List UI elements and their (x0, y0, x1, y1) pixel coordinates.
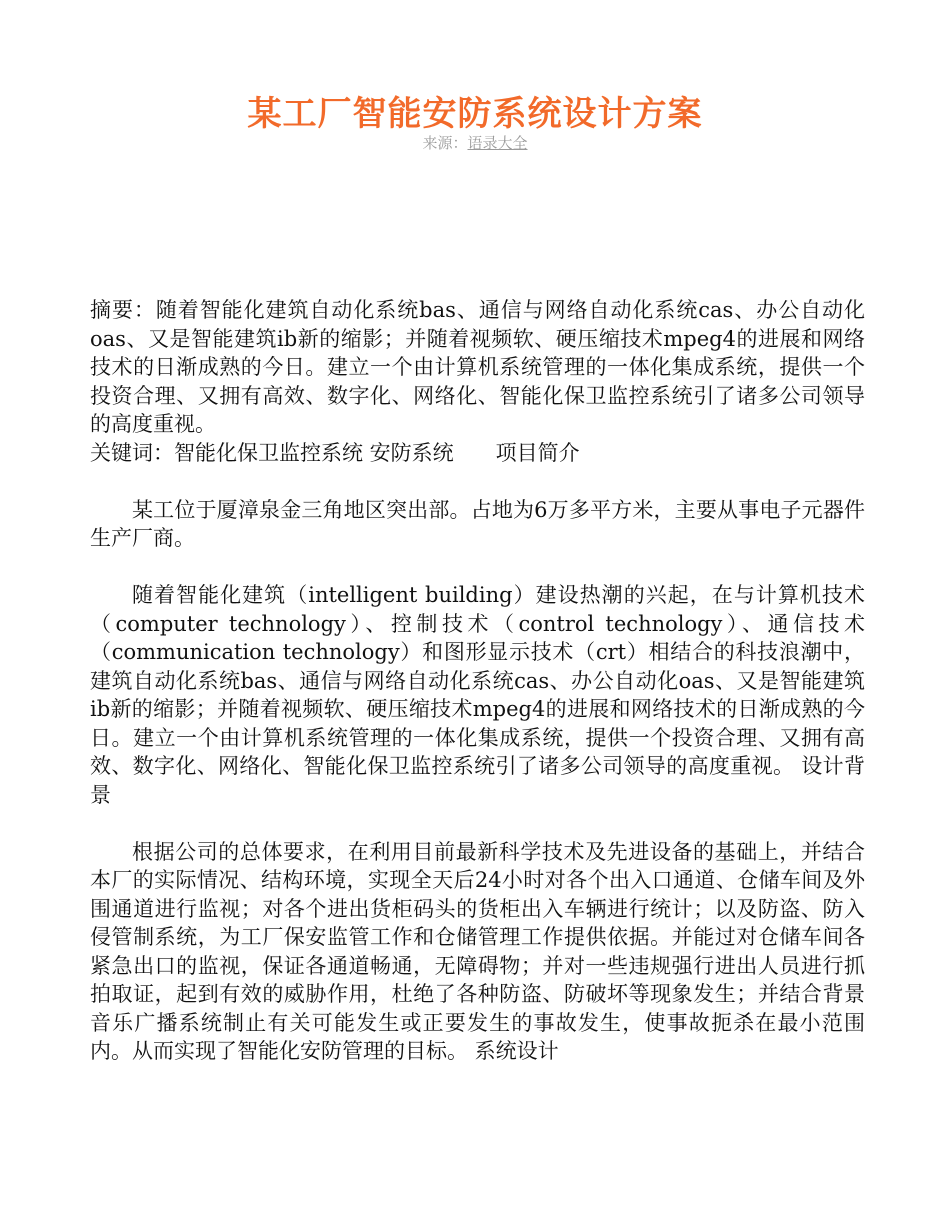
abstract-paragraph: 摘要：随着智能化建筑自动化系统bas、通信与网络自动化系统cas、办公自动化oas、又是智能建筑ib新的缩影；并随着视频软、硬压缩技术mpeg4的进展和网络技术的日渐成熟的今日。建立一个由计算机系统管理的一体化集成系统，提供一个投资合理、又拥有高效、数字化、网络化、智能化保卫监控系统引了诸多公司领导的高度重视。 (90, 298, 865, 436)
source-link[interactable]: 语录大全 (467, 134, 528, 152)
body-paragraph-background: 随着智能化建筑（intelligent building）建设热潮的兴起，在与计算机技术（computer technology）、控制技术（control technology）、通信技术（communication technology）和图形显示技术（crt）相结合的科技浪潮中，建筑自动化系统bas、通信与网络自动化系统cas、办公自动化oas、又是智能建筑ib新的缩影；并随着视频软、硬压缩技术mpeg4的进展和网络技术的日渐成熟的今日。建立一个由计算机系统管理的一体化集成系统，提供一个投资合理、又拥有高效、数字化、网络化、智能化保卫监控系统引了诸多公司领导的高度重视。 设计背景 (90, 583, 865, 807)
source-line (0, 132, 950, 154)
page-title: 某工厂智能安防系统设计方案 (247, 94, 703, 134)
source-label: 来源： (422, 134, 468, 152)
paragraph-spacer (90, 467, 865, 496)
article-body (90, 296, 865, 1066)
body-paragraph-requirements: 根据公司的总体要求，在利用目前最新科学技术及先进设备的基础上，并结合本厂的实际情况、结构环境，实现全天后24小时对各个出入口通道、仓储车间及外围通道进行监视；对各个进出货柜码头的货柜出入车辆进行统计；以及防盗、防入侵管制系统，为工厂保安监管工作和仓储管理工作提供依据。并能过对仓储车间各紧急出口的监视，保证各通道畅通，无障碍物；并对一些违规强行进出人员进行抓拍取证，起到有效的威胁作用，杜绝了各种防盗、防破坏等现象发生；并结合背景音乐广播系统制止有关可能发生或正要发生的事故发生，使事故扼杀在最小范围内。从而实现了智能化安防管理的目标。 系统设计 (90, 839, 865, 1063)
keywords-line: 关键词：智能化保卫监控系统 安防系统 项目简介 (90, 440, 580, 465)
paragraph-spacer (90, 809, 865, 838)
paragraph-spacer (90, 553, 865, 582)
body-paragraph-intro: 某工位于厦漳泉金三角地区突出部。占地为6万多平方米，主要从事电子元器件生产厂商。 (90, 497, 865, 550)
